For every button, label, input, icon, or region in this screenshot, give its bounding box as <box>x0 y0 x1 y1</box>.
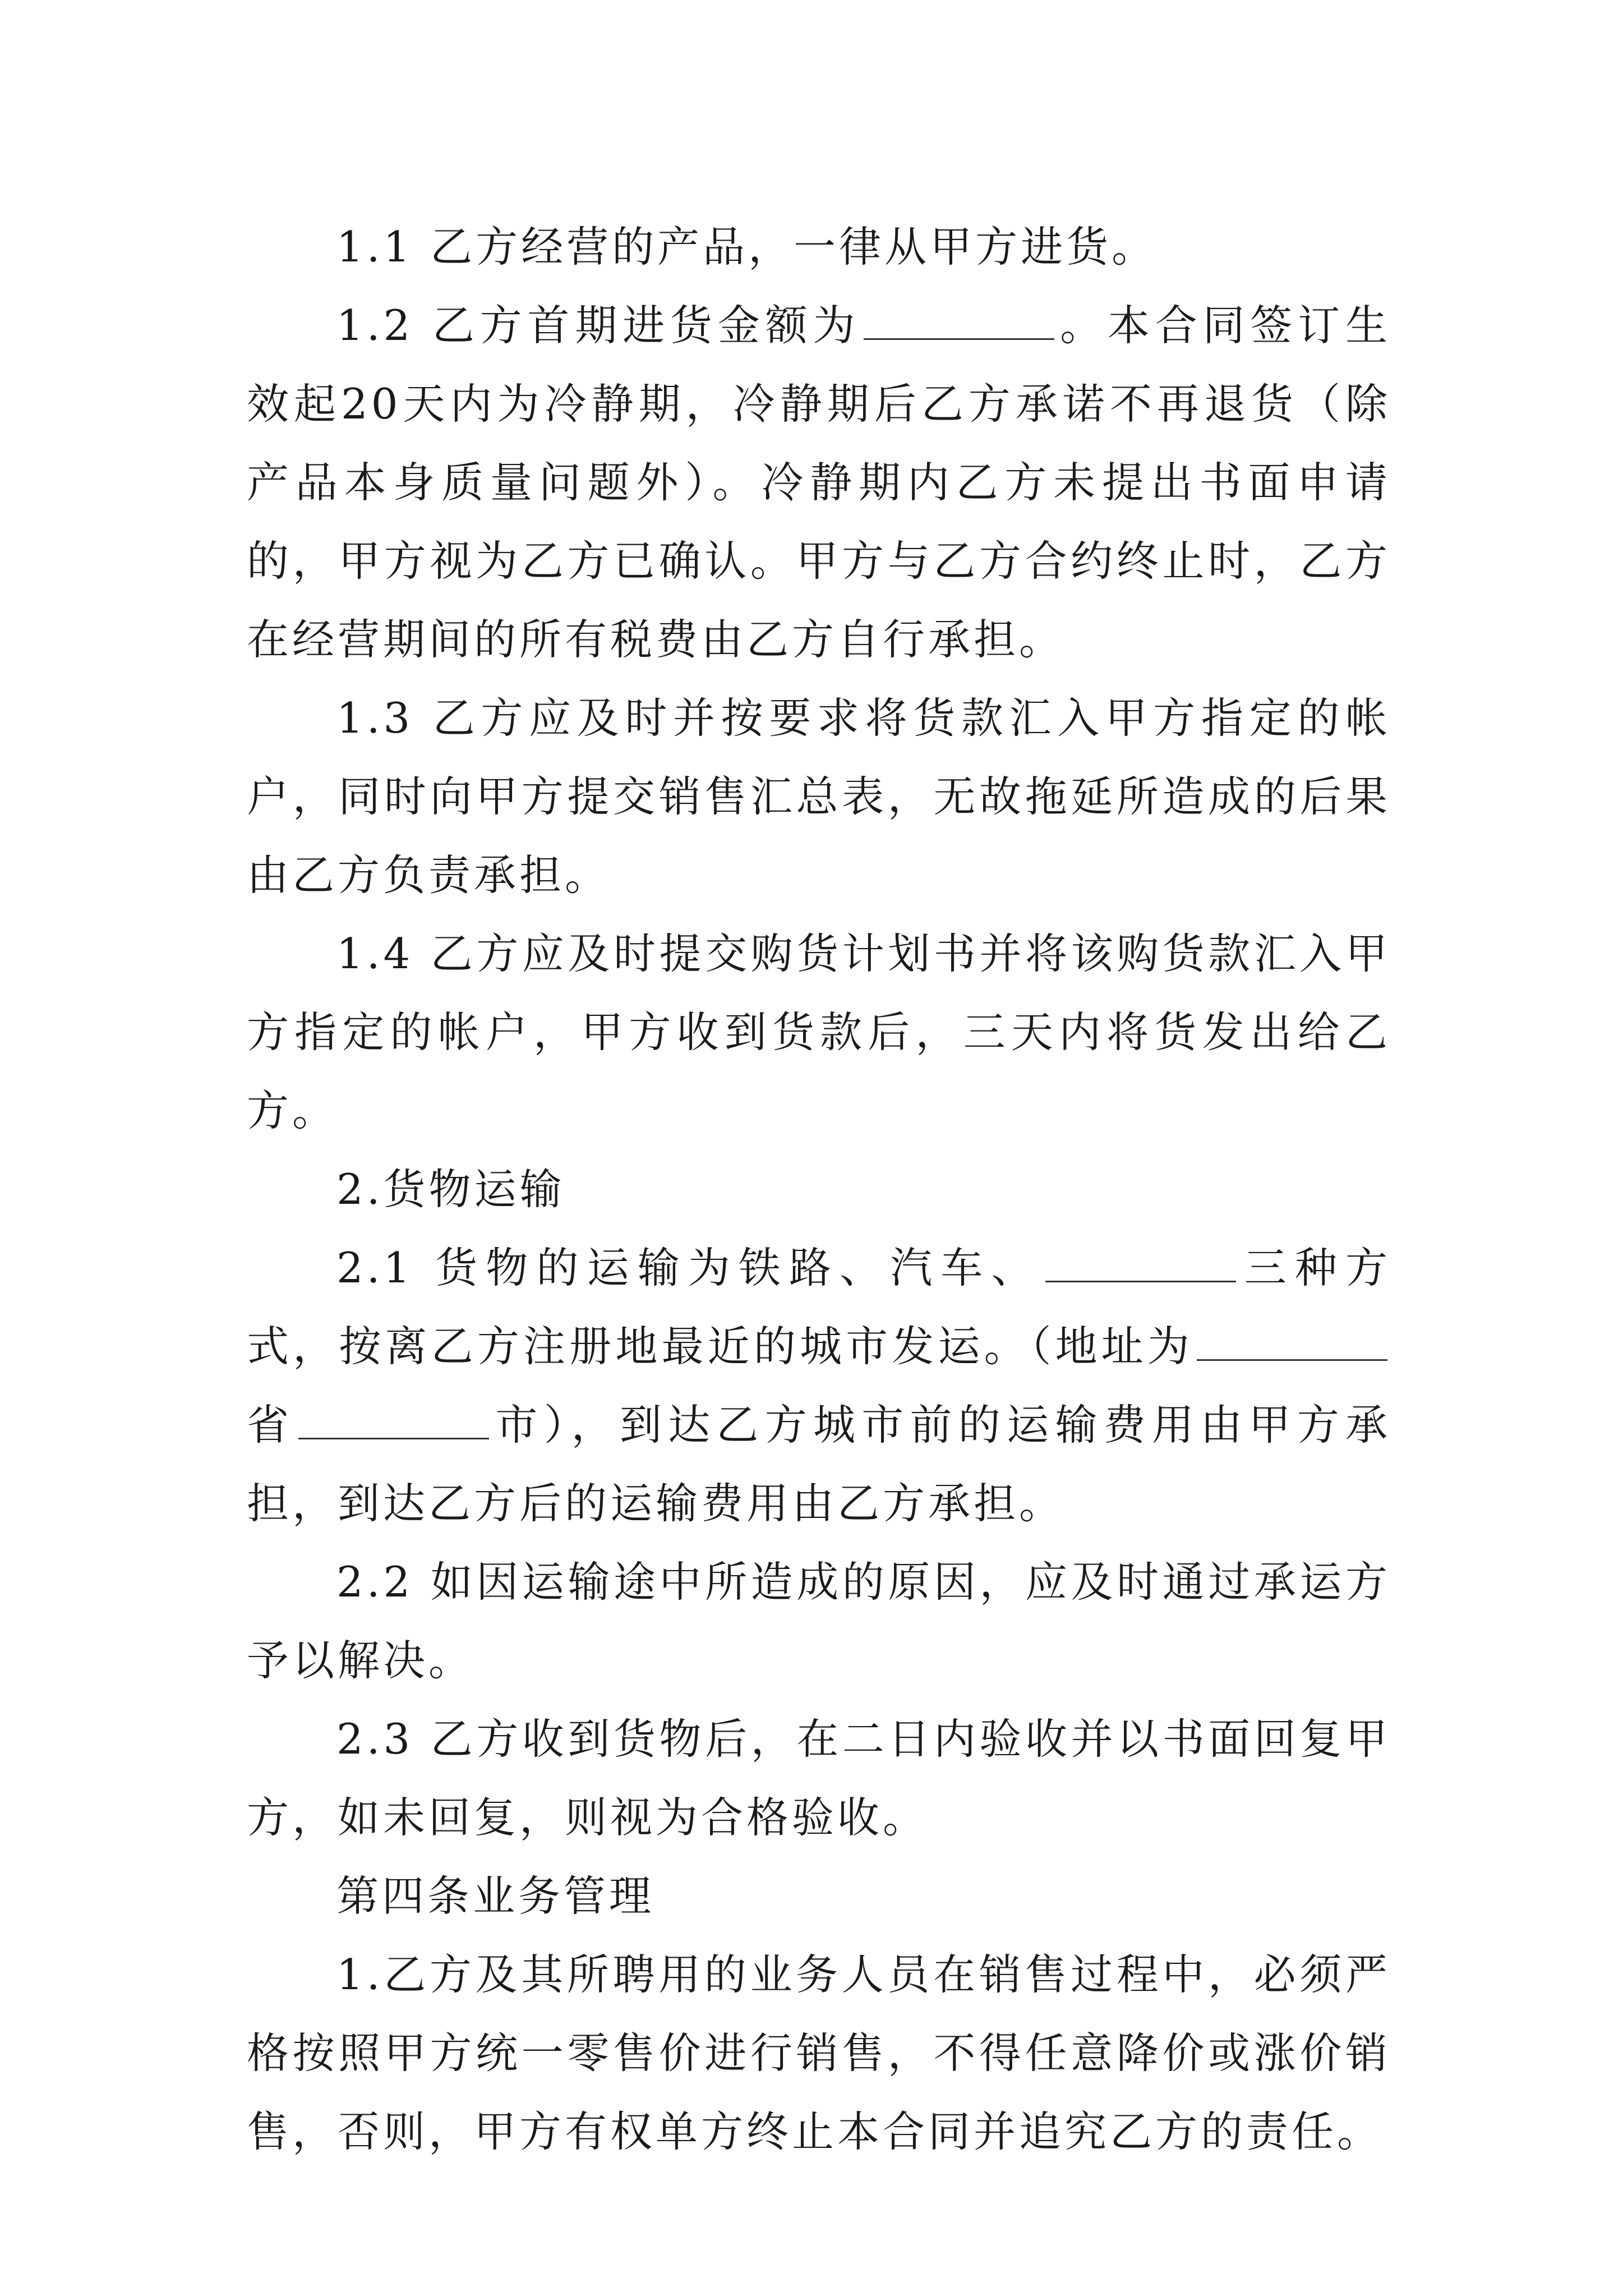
fill-blank-city[interactable] <box>298 1396 489 1439</box>
clause-text: 2.1 货物的运输为铁路、汽车、 <box>336 1243 1042 1292</box>
clause-2-2 <box>247 1543 1391 1700</box>
document-body <box>247 208 1391 2171</box>
clause-1-4 <box>247 914 1391 1150</box>
clause-text: 。本合同签订生效起20天内为冷静期，冷静期后乙方承诺不再退货（除产品本身质量问题外）。冷静期内乙方未提出书面申请的，甲方视为乙方已确认。甲方与乙方合约终止时，乙方在经营期间的所有税费由乙方自行承担。 <box>247 301 1391 664</box>
clause-text: 三种方式，按离乙方注册地最近的城市发运。（地址为 <box>247 1243 1391 1371</box>
clause-1-3 <box>247 679 1391 914</box>
fill-blank-transport-mode[interactable] <box>1045 1239 1236 1282</box>
clause-2-3 <box>247 1700 1391 1857</box>
heading-text: 2.货物运输 <box>336 1165 565 1214</box>
clause-4-1 <box>247 1935 1391 2171</box>
clause-1-1 <box>247 208 1391 286</box>
clause-text: 2.3 乙方收到货物后，在二日内验收并以书面回复甲方，如未回复，则视为合格验收。 <box>247 1714 1391 1842</box>
clause-text: 1.3 乙方应及时并按要求将货款汇入甲方指定的帐户，同时向甲方提交销售汇总表，无故拖延所造成的后果由乙方负责承担。 <box>247 693 1391 900</box>
heading-text: 第四条业务管理 <box>336 1871 655 1921</box>
section-heading-transport <box>247 1150 1391 1228</box>
clause-text: 市），到达乙方城市前的运输费用由甲方承担，到达乙方后的运输费用由乙方承担。 <box>247 1400 1391 1528</box>
fill-blank-province[interactable] <box>1197 1317 1387 1361</box>
clause-1-2 <box>247 286 1391 679</box>
clause-text: 2.2 如因运输途中所造成的原因，应及时通过承运方予以解决。 <box>247 1557 1391 1685</box>
fill-blank-amount[interactable] <box>864 296 1054 340</box>
clause-text: 1.1 乙方经营的产品，一律从甲方进货。 <box>336 222 1158 272</box>
article-heading-business-management <box>247 1857 1391 1935</box>
clause-text: 省 <box>247 1400 296 1450</box>
clause-text: 1.2 乙方首期进货金额为 <box>336 301 861 350</box>
clause-text: 1.乙方及其所聘用的业务人员在销售过程中，必须严格按照甲方统一零售价进行销售，不得任意降价或涨价销售，否则，甲方有权单方终止本合同并追究乙方的责任。 <box>247 1950 1391 2156</box>
clause-2-1 <box>247 1228 1391 1543</box>
clause-text: 1.4 乙方应及时提交购货计划书并将该购货款汇入甲方指定的帐户，甲方收到货款后，三天内将货发出给乙方。 <box>247 929 1391 1135</box>
